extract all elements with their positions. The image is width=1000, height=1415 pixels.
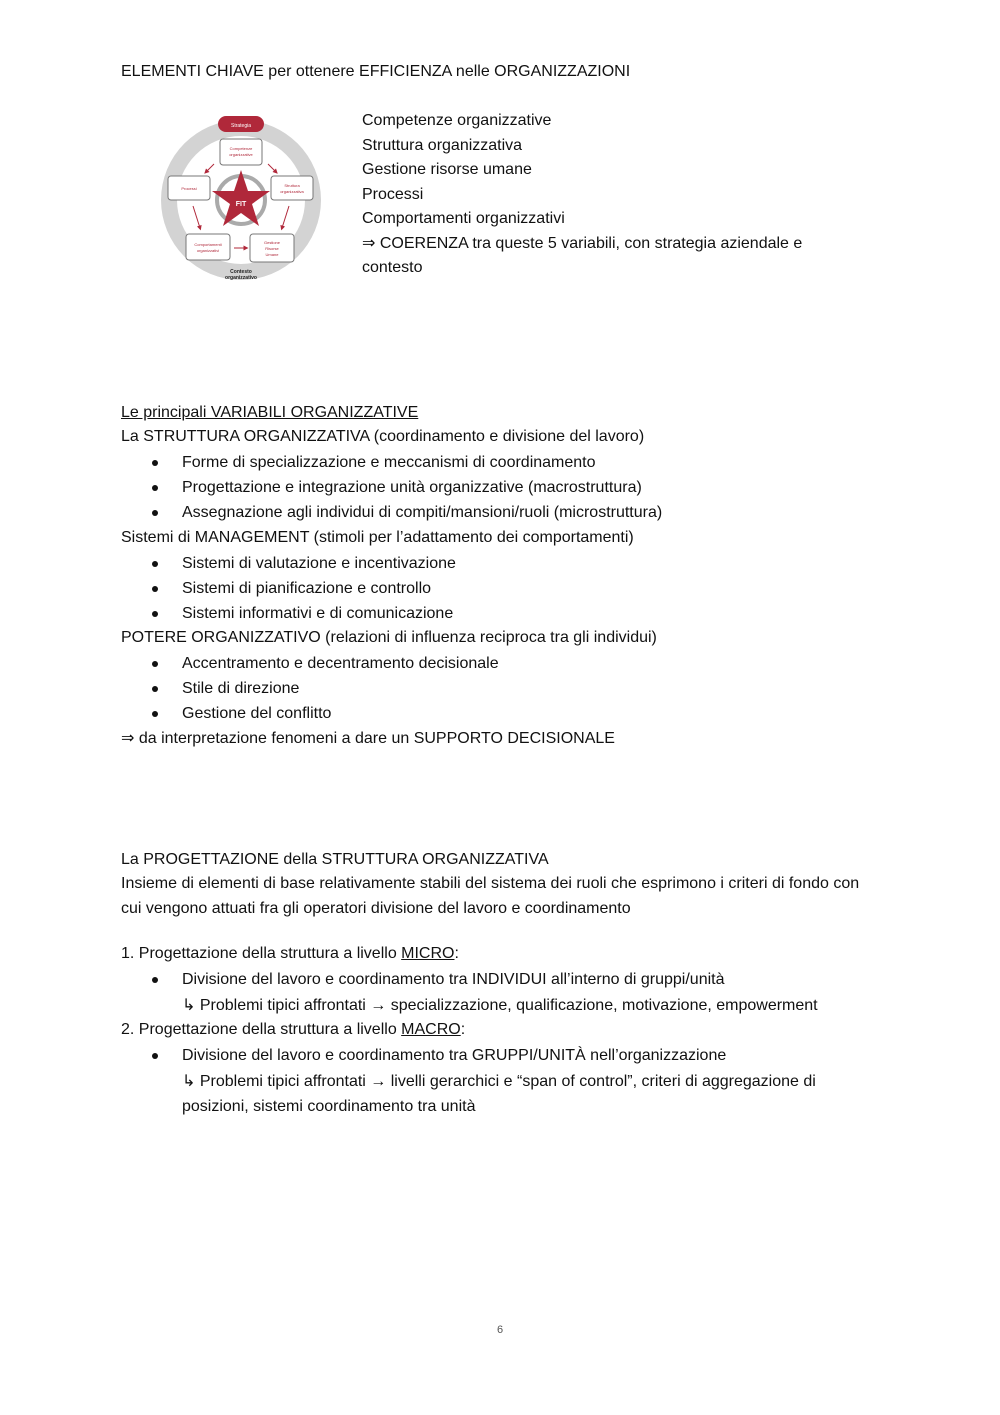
- section-heading-elementi-chiave: ELEMENTI CHIAVE per ottenere EFFICIENZA nelle ORGANIZZAZIONI: [121, 63, 631, 80]
- box-gestione-l1: Gestione: [263, 240, 281, 245]
- micro-keyword: MICRO: [401, 945, 455, 962]
- bullet-icon: [152, 977, 158, 983]
- box-comportamenti-l2: organizzativi: [196, 248, 220, 253]
- bullet-icon: [152, 711, 158, 717]
- box-competenze-l1: Competenze: [229, 146, 253, 151]
- group-heading-management: Sistemi di MANAGEMENT (stimoli per l’adattamento dei comportamenti): [121, 529, 634, 546]
- bullet-icon: [152, 686, 158, 692]
- section-title-progettazione: La PROGETTAZIONE della STRUTTURA ORGANIZZATIVA: [121, 851, 549, 868]
- key-element-item: Processi: [362, 185, 424, 203]
- contesto-l2: organizzativo: [225, 275, 257, 281]
- box-comportamenti-l1: Comportamenti: [194, 242, 222, 247]
- box-struttura-l2: organizzativa: [280, 189, 304, 194]
- macro-keyword: MACRO: [401, 1021, 461, 1038]
- intro-paragraph: Insieme di elementi di base relativamente stabili del sistema dei ruoli che esprimono i criteri di fondo con cui vengono attuati fra gli operatori divisione del lavoro e coordinamento: [121, 875, 860, 917]
- key-element-item: Struttura organizzativa: [362, 136, 523, 154]
- group-heading-struttura: La STRUTTURA ORGANIZZATIVA (coordinamento e divisione del lavoro): [121, 428, 645, 445]
- box-processi-label: Processi: [181, 186, 197, 191]
- group-heading-potere: POTERE ORGANIZZATIVO (relazioni di influenza reciproca tra gli individui): [121, 629, 657, 646]
- micro-detail: ↳ Problemi tipici affrontati → specializzazione, qualificazione, motivazione, empowerment: [182, 997, 818, 1014]
- macro-heading-prefix: 2. Progettazione della struttura a livello: [121, 1021, 402, 1038]
- bullet-icon: [152, 510, 158, 516]
- box-gestione-l3: Umane: [265, 252, 279, 257]
- section-title-variabili: Le principali VARIABILI ORGANIZZATIVE: [121, 404, 419, 421]
- page-number: 6: [496, 1324, 504, 1336]
- box-comportamenti: [186, 234, 230, 260]
- coerenza-line: ⇒ COERENZA tra queste 5 variabili, con strategia aziendale e: [362, 234, 803, 252]
- strategia-label: Strategia: [230, 123, 252, 129]
- key-element-item: Gestione risorse umane: [362, 161, 532, 178]
- fit-label: FIT: [235, 201, 247, 208]
- bullet-icon: [152, 1053, 158, 1059]
- key-element-item: Comportamenti organizzativi: [362, 210, 565, 227]
- contesto-l1: Contesto: [230, 269, 252, 275]
- bullet-icon: [152, 485, 158, 491]
- micro-heading: [121, 942, 459, 967]
- conclusion-line: ⇒ da interpretazione fenomeni a dare un SUPPORTO DECISIONALE: [121, 730, 615, 747]
- bullet-icon: [152, 561, 158, 567]
- box-competenze-l2: organizzative: [229, 152, 253, 157]
- fit-diagram: [148, 108, 338, 288]
- macro-heading: [121, 1018, 465, 1043]
- macro-detail: ↳ Problemi tipici affrontati → livelli gerarchici e “span of control”, criteri di aggregazione di posizioni, sistemi coordinamento tra unità: [182, 1073, 816, 1115]
- bullet-icon: [152, 661, 158, 667]
- bullet-icon: [152, 586, 158, 592]
- micro-heading-prefix: 1. Progettazione della struttura a livello: [121, 945, 402, 962]
- box-struttura: [271, 176, 313, 200]
- bullet-icon: [152, 611, 158, 617]
- box-struttura-l1: Struttura: [284, 183, 300, 188]
- key-element-item: Competenze organizzative: [362, 112, 552, 129]
- macro-heading-suffix: :: [460, 1021, 466, 1038]
- micro-heading-suffix: :: [454, 945, 459, 962]
- coerenza-line-cont: contesto: [362, 259, 423, 276]
- box-gestione-l2: Risorse: [265, 246, 279, 251]
- bullet-icon: [152, 460, 158, 466]
